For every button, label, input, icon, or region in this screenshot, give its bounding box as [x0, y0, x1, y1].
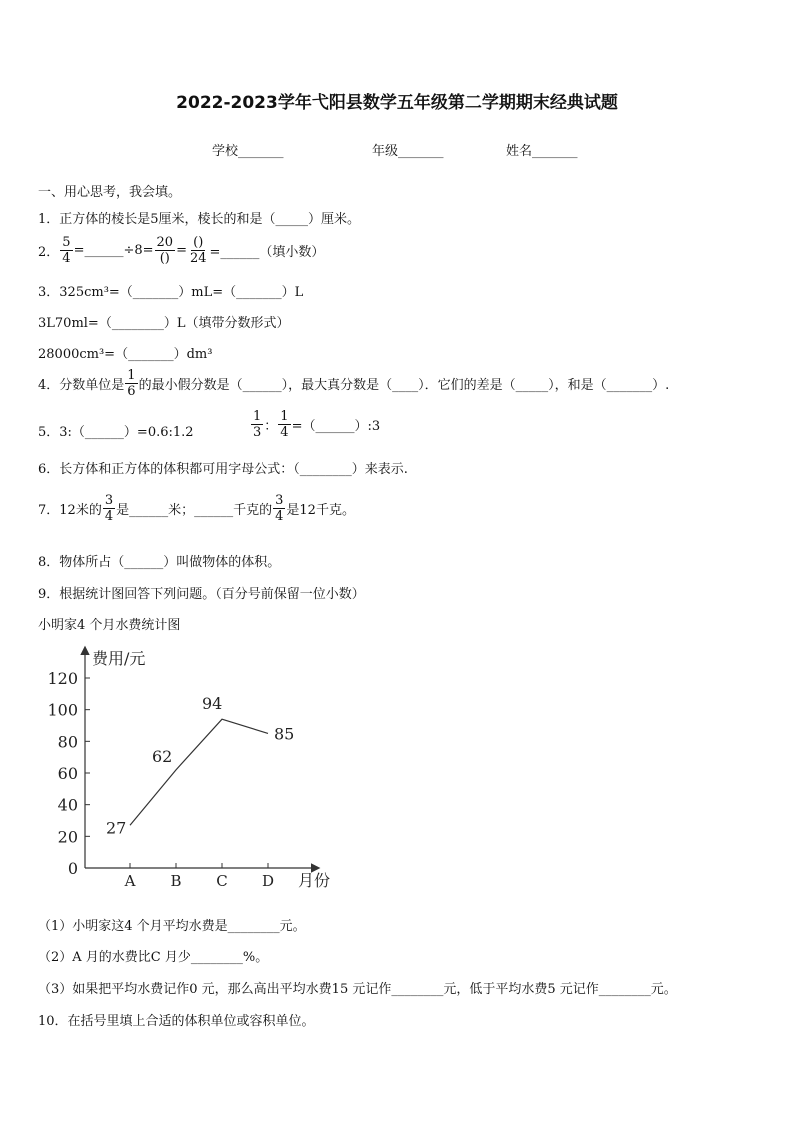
section-heading: 一、用心思考，我会填。 [38, 185, 182, 200]
question-2-tail: =______（填小数） [209, 245, 325, 260]
page-title: 2022-2023学年弋阳县数学五年级第二学期期末经典试题 [176, 93, 618, 113]
question-7-mid: 是______米；______千克的 [116, 503, 273, 518]
fraction: $\frac{()}{24}$ [189, 235, 207, 266]
x-tick-label: A [124, 872, 136, 890]
question-9-3: （3）如果把平均水费记作0 元，那么高出平均水费15 元记作________元，低于平均水费5 元记作________元。 [38, 982, 677, 997]
question-3c: 28000cm³=（_______）dm³ [38, 347, 213, 362]
y-tick-label: 80 [57, 732, 78, 752]
fraction: $\frac{1}{4}$ [280, 409, 289, 440]
x-axis-label: 月份 [298, 871, 331, 890]
y-tick-label: 100 [47, 700, 78, 720]
question-1: 1．正方体的棱长是5厘米，棱长的和是（_____）厘米。 [38, 212, 361, 227]
question-6: 6．长方体和正方体的体积都可用字母公式：（________）来表示. [38, 462, 408, 477]
y-tick-label: 40 [57, 795, 78, 815]
x-tick-label: D [261, 872, 275, 890]
y-tick-label: 0 [67, 859, 78, 878]
question-3a: 3．325cm³=（_______）mL=（_______）L [38, 285, 304, 300]
x-tick-label: B [170, 872, 182, 890]
question-9-1: （1）小明家这4 个月平均水费是________元。 [38, 919, 306, 934]
question-3b: 3L70ml=（________）L（填带分数形式） [38, 316, 290, 331]
question-4-post: 的最小假分数是（______），最大真分数是（____）．它们的差是（_____），和是（_______）. [138, 378, 670, 393]
data-label: 62 [152, 746, 173, 766]
question-2-mid: =______÷8= [73, 243, 154, 258]
question-8: 8．物体所占（______）叫做物体的体积。 [38, 555, 281, 570]
equals-sign: = [176, 243, 187, 258]
data-label: 94 [202, 694, 223, 714]
y-tick-label: 60 [57, 764, 78, 783]
question-5b [250, 410, 380, 439]
question-9: 9．根据统计图回答下列问题。（百分号前保留一位小数） [38, 587, 365, 602]
y-tick-label: 120 [47, 669, 78, 688]
line-chart [40, 640, 360, 895]
question-5a: 5．3:（______）=0.6:1.2 [38, 425, 194, 440]
x-tick-label: C [216, 872, 228, 890]
fraction: $\frac{20}{()}$ [156, 235, 174, 266]
name-field: 姓名_______ [506, 144, 578, 159]
question-7-pre: 7．12米的 [38, 503, 102, 518]
colon: ： [264, 419, 278, 434]
question-4 [38, 369, 669, 398]
series-line [130, 719, 268, 825]
fraction: $\frac{3}{4}$ [104, 493, 114, 524]
question-2-number: 2． [38, 245, 60, 260]
question-7 [38, 494, 355, 523]
question-5-tail: =（______）:3 [291, 419, 381, 434]
data-label: 27 [106, 818, 127, 838]
question-10: 10．在括号里填上合适的体积单位或容积单位。 [38, 1014, 315, 1029]
fraction: $\frac{3}{4}$ [275, 493, 284, 524]
question-7-post: 是12千克。 [286, 503, 355, 518]
grade-field: 年级_______ [372, 144, 444, 159]
question-9-2: （2）A 月的水费比C 月少________%。 [38, 950, 269, 965]
question-4-pre: 4．分数单位是 [38, 378, 125, 393]
school-field: 学校_______ [212, 144, 284, 159]
chart-caption: 小明家4 个月水费统计图 [38, 618, 181, 633]
fraction: $\frac{1}{3}$ [253, 409, 262, 440]
question-2 [38, 236, 324, 265]
fraction: $\frac{1}{6}$ [127, 368, 136, 399]
y-axis-label: 费用/元 [92, 649, 146, 668]
data-label: 85 [274, 724, 295, 744]
y-tick-label: 20 [57, 827, 78, 847]
fraction: $\frac{5}{4}$ [62, 235, 71, 266]
